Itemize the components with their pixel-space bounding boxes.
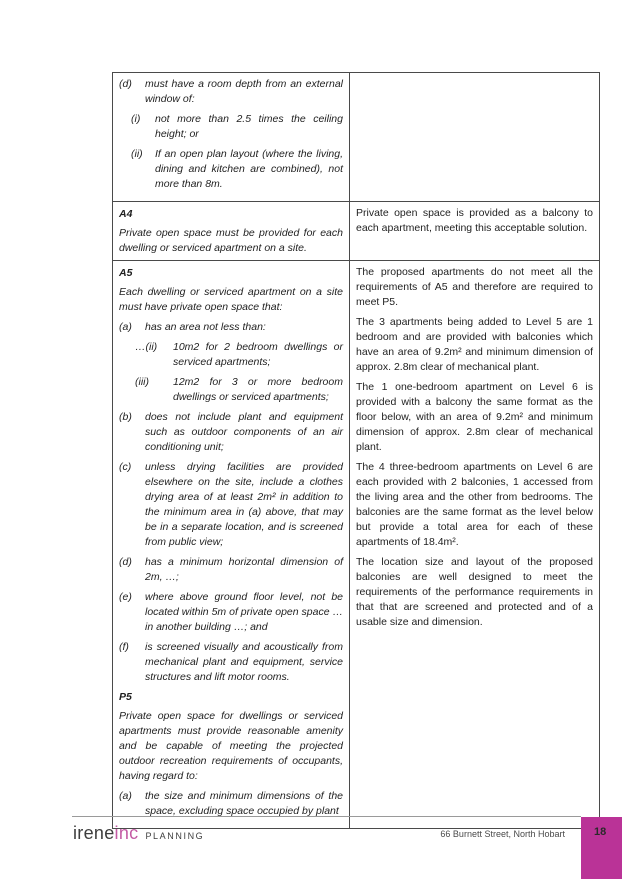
- response-paragraph: The 1 one-bedroom apartment on Level 6 is provided with a balcony the same format as the floor below, with an area of 9.2m² and minimum dimension of approx. 2.8m clear of mechanical plant.: [356, 381, 593, 453]
- list-item-label: (c): [119, 461, 132, 473]
- company-logo: [73, 823, 204, 844]
- list-item: [119, 789, 343, 819]
- list-item-label: (a): [119, 321, 132, 333]
- list-item: [119, 410, 343, 455]
- list-item-label: (b): [119, 411, 132, 423]
- clause-heading: A5: [119, 267, 133, 279]
- list-item-text: has a minimum horizontal dimension of 2m, …;: [145, 556, 343, 583]
- list-item-text: has an area not less than:: [145, 321, 266, 333]
- list-item-label: (f): [119, 641, 129, 653]
- table-row: [113, 261, 600, 829]
- list-item-text: where above ground floor level, not be located within 5m of private open space … in another building …; and: [145, 591, 343, 633]
- table-row: [113, 73, 600, 202]
- clause-text: Private open space must be provided for each dwelling or serviced apartment on a site.: [119, 227, 343, 254]
- footer-divider: [72, 816, 581, 817]
- list-item-label: (e): [119, 591, 132, 603]
- list-item: [119, 320, 343, 335]
- list-item: [135, 340, 343, 370]
- clause-heading: A4: [119, 208, 133, 220]
- logo-text-irene: irene: [73, 823, 115, 843]
- logo-text-inc: inc: [114, 823, 139, 843]
- response-paragraph: The 4 three-bedroom apartments on Level 6 are each provided with 2 balconies, 1 accessed from the living area and the other from bedrooms. The balconies are the same format as the level below but provide a total area for each of these apartments of 18.4m².: [356, 461, 593, 548]
- response-paragraph: The 3 apartments being added to Level 5 are 1 bedroom and are provided with balconies which have an area of 9.2m² and minimum dimension of approx. 2.8m clear of mechanical plant.: [356, 316, 593, 373]
- response-paragraph: The location size and layout of the proposed balconies are well designed to meet the requirements of the performance requirements in that that are screened and protected and of a usable size and dimension.: [356, 556, 593, 628]
- list-item: [119, 640, 343, 685]
- list-item-label: (d): [119, 556, 132, 568]
- list-item: [131, 112, 343, 142]
- clause-intro: Each dwelling or serviced apartment on a site must have private open space that:: [119, 286, 343, 313]
- list-item-text: If an open plan layout (where the living, dining and kitchen are combined), not more than 8m.: [155, 148, 343, 190]
- requirement-cell-a5: [113, 261, 350, 829]
- list-item-text: not more than 2.5 times the ceiling height; or: [155, 113, 343, 140]
- response-cell-a5: [350, 261, 600, 829]
- list-item-text: 12m2 for 3 or more bedroom dwellings or serviced apartments;: [173, 376, 343, 403]
- list-item-label: …(ii): [135, 341, 158, 353]
- response-cell-empty: [350, 73, 600, 202]
- list-item-label: (i): [131, 113, 141, 125]
- list-item-text: 10m2 for 2 bedroom dwellings or serviced apartments;: [173, 341, 343, 368]
- list-item: [119, 555, 343, 585]
- list-item: [131, 147, 343, 192]
- table-row: [113, 202, 600, 261]
- page-number: 18: [594, 826, 607, 838]
- clause-intro: Private open space for dwellings or serviced apartments must provide reasonable amenity and be capable of meeting the projected outdoor recreation requirements of occupants, having regard to:: [119, 710, 343, 782]
- list-item: [135, 375, 343, 405]
- list-item-label: (a): [119, 790, 132, 802]
- list-item: [119, 590, 343, 635]
- list-item-label: (ii): [131, 148, 143, 160]
- list-item-text: the size and minimum dimensions of the space, excluding space occupied by plant: [145, 790, 343, 817]
- list-item: [119, 460, 343, 550]
- requirement-cell-a4: [113, 202, 350, 261]
- list-item-text: does not include plant and equipment such as outdoor components of an air conditioning unit;: [145, 411, 343, 453]
- list-item-text: unless drying facilities are provided elsewhere on the site, include a clothes drying area of at least 2m² in addition to the minimum area in (a) above, that may be in a separate location, and is screened from public view;: [145, 461, 343, 548]
- requirement-cell-d: [113, 73, 350, 202]
- list-item-label: (d): [119, 78, 132, 90]
- assessment-table: [112, 72, 600, 829]
- response-paragraph: The proposed apartments do not meet all the requirements of A5 and therefore are required to meet P5.: [356, 266, 593, 308]
- list-item-text: must have a room depth from an external window of:: [145, 78, 343, 105]
- list-item-text: is screened visually and acoustically from mechanical plant and equipment, service structures and lift motor rooms.: [145, 641, 343, 683]
- page-number-badge: [581, 817, 622, 879]
- response-text: Private open space is provided as a balcony to each apartment, meeting this acceptable solution.: [356, 207, 593, 234]
- clause-heading: P5: [119, 691, 132, 703]
- logo-text-planning: PLANNING: [145, 831, 205, 841]
- list-item-label: (iii): [135, 376, 149, 388]
- list-item: [119, 77, 343, 107]
- footer-address: 66 Burnett Street, North Hobart: [440, 829, 565, 839]
- response-cell-a4: [350, 202, 600, 261]
